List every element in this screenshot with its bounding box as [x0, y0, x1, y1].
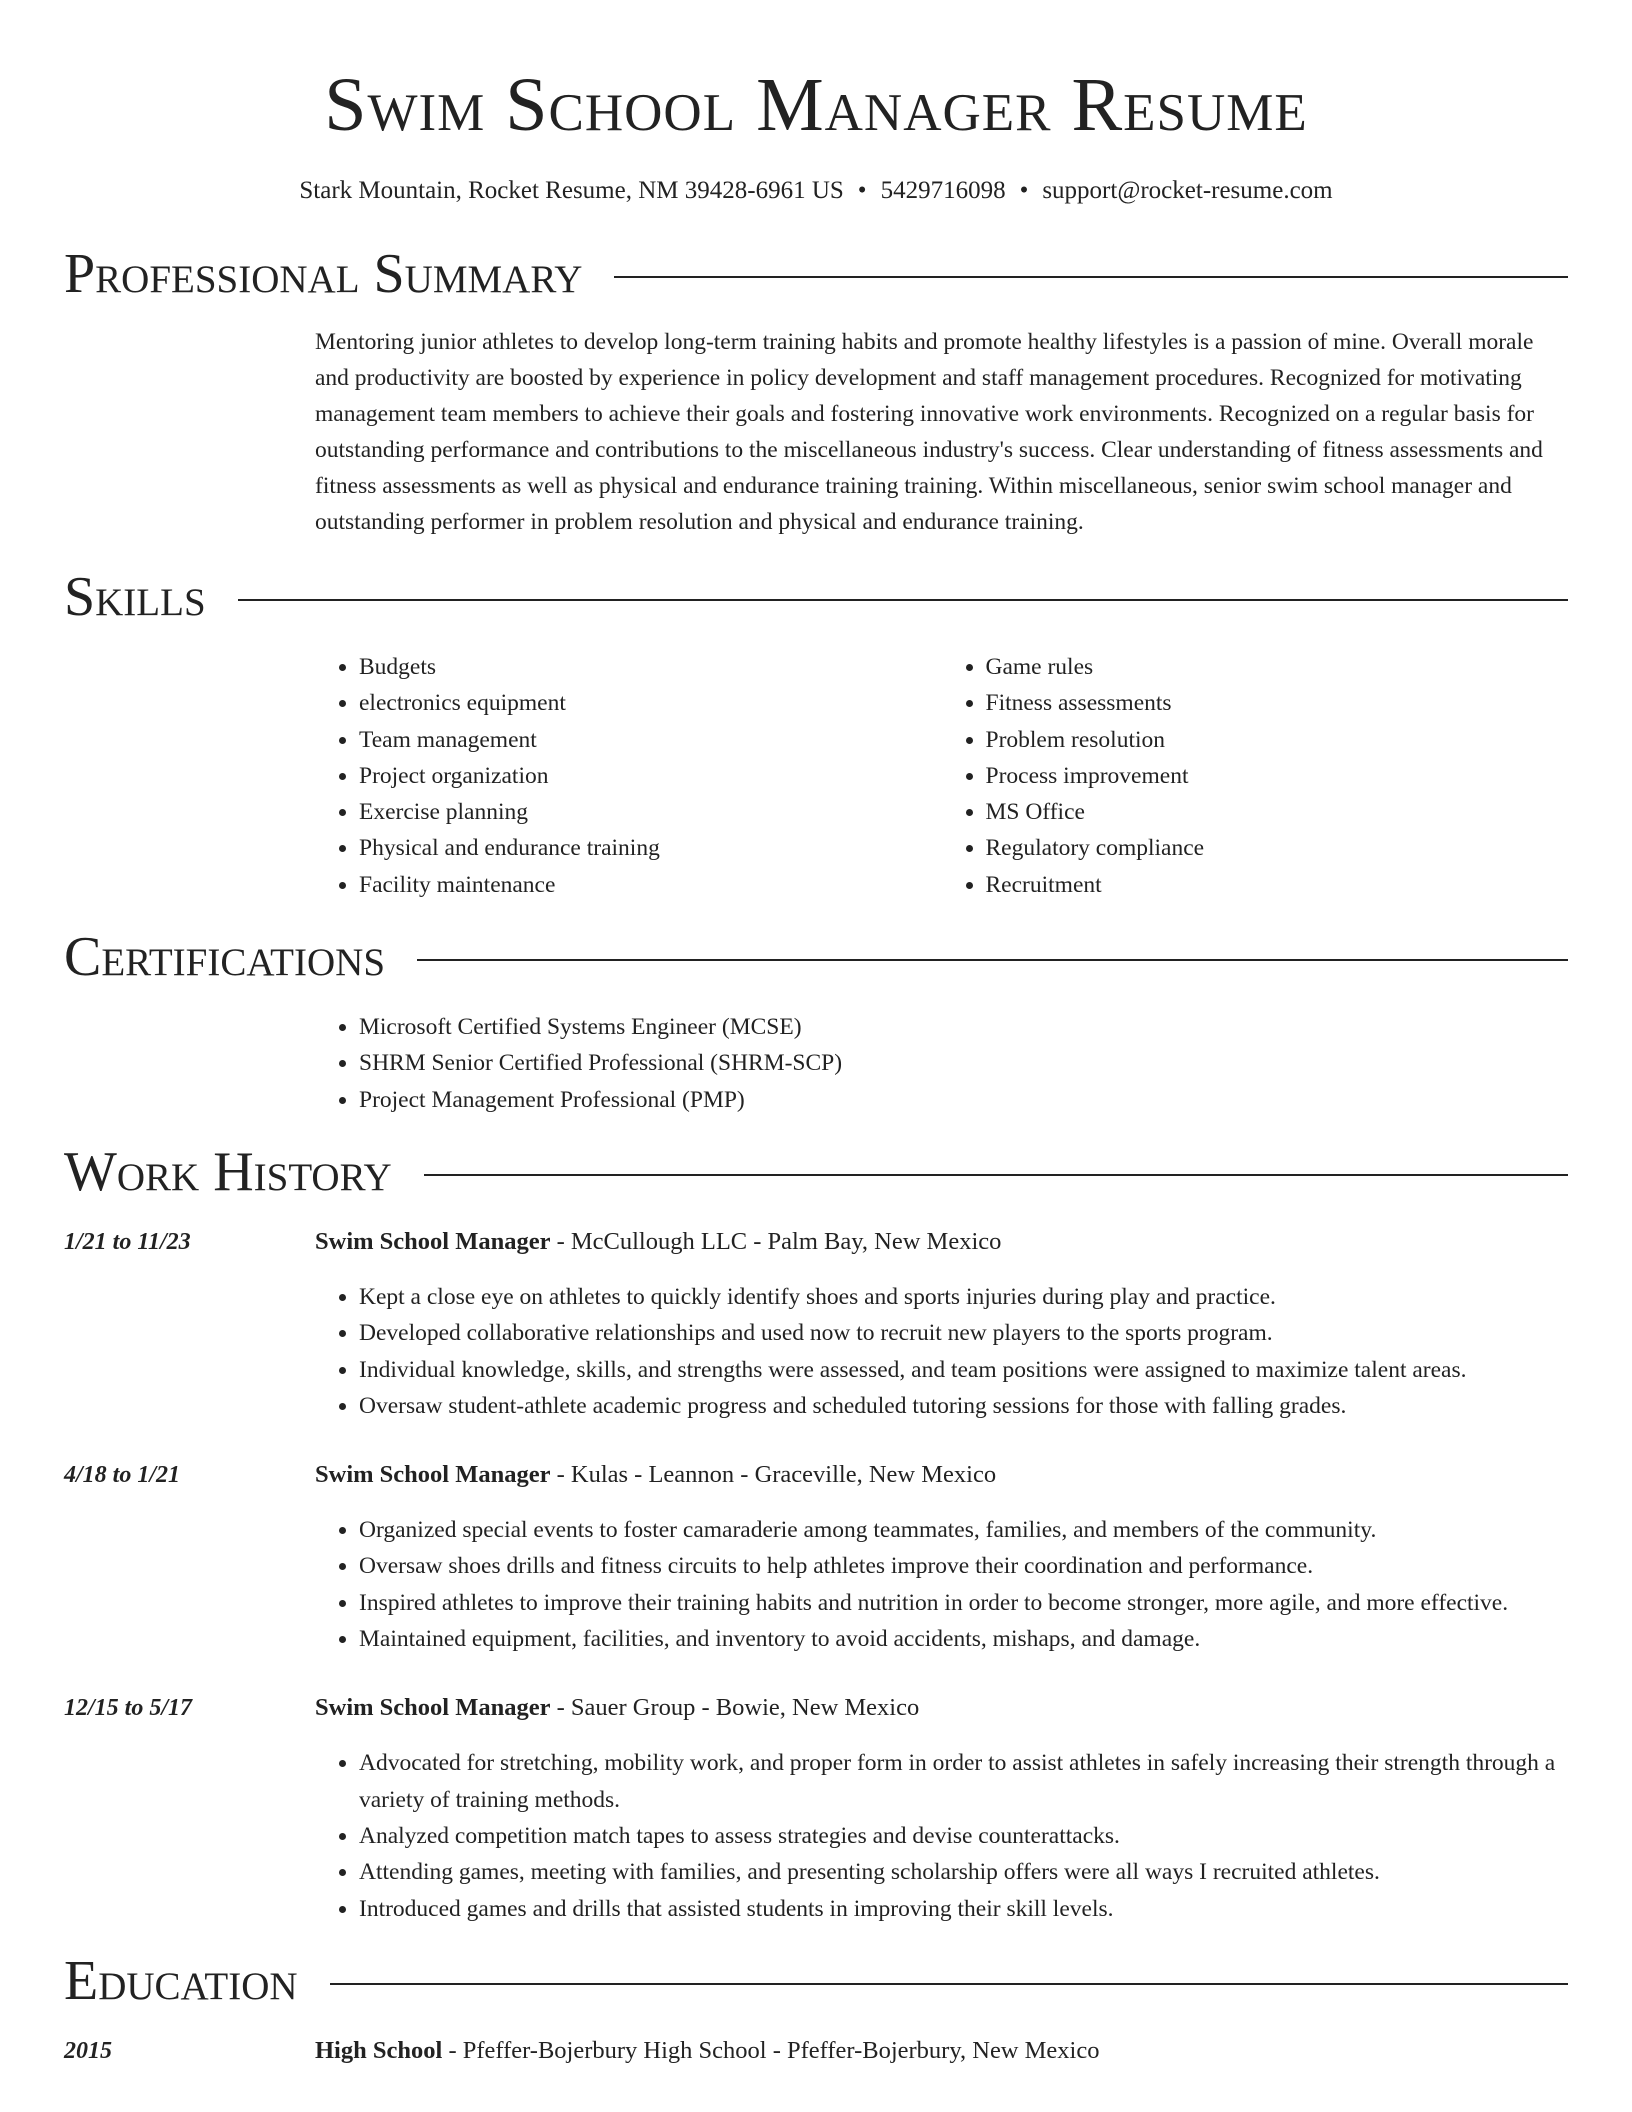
job-dates: 4/18 to 1/21	[64, 1462, 181, 1489]
section-rule	[417, 959, 1568, 961]
education-title-line	[315, 2033, 1568, 2069]
skill-item: • Budgets	[359, 649, 942, 685]
job-entry	[64, 1224, 1568, 1424]
section-title-education: Education	[64, 1949, 298, 2012]
job-details: - McCullough LLC - Palm Bay, New Mexico	[550, 1227, 1002, 1255]
job-bullet: • Oversaw student-athlete academic progress and scheduled tutoring sessions for those with falling grades.	[359, 1388, 1568, 1424]
education-section-header	[64, 1949, 1568, 2013]
education-degree: High School	[315, 2036, 443, 2064]
job-bullets	[315, 1279, 1568, 1424]
job-title: Swim School Manager	[315, 1694, 551, 1722]
separator-dot: •	[857, 177, 867, 204]
job-bullet: • Organized special events to foster camaraderie among teammates, families, and members of the community.	[359, 1512, 1568, 1548]
contact-phone: 5429716098	[880, 177, 1006, 204]
job-title-line	[315, 1224, 1568, 1260]
job-bullets	[315, 1512, 1568, 1657]
skills-section-header	[64, 565, 1568, 629]
job-body	[315, 1224, 1568, 1424]
skill-item: • Project organization	[359, 758, 942, 794]
skill-item: • Fitness assessments	[986, 685, 1569, 721]
job-dates: 1/21 to 11/23	[64, 1228, 191, 1255]
job-title-line	[315, 1457, 1568, 1493]
skill-item: • Exercise planning	[359, 794, 942, 830]
job-bullet: • Oversaw shoes drills and fitness circuits to help athletes improve their coordination and performance.	[359, 1548, 1568, 1584]
section-rule	[238, 599, 1568, 601]
job-details: - Kulas - Leannon - Graceville, New Mexico	[550, 1461, 997, 1489]
skill-item: • Game rules	[986, 649, 1569, 685]
job-body	[315, 1690, 1568, 1926]
job-entry	[64, 1690, 1568, 1926]
job-bullet: • Kept a close eye on athletes to quickly identify shoes and sports injuries during play and practice.	[359, 1279, 1568, 1315]
job-title: Swim School Manager	[315, 1461, 551, 1489]
job-entry	[64, 1457, 1568, 1657]
certification-item: • SHRM Senior Certified Professional (SHRM-SCP)	[359, 1045, 1568, 1081]
skill-item: • Physical and endurance training	[359, 830, 942, 866]
section-title-certifications: Certifications	[64, 926, 386, 989]
job-bullet: • Maintained equipment, facilities, and inventory to avoid accidents, mishaps, and damage.	[359, 1621, 1568, 1657]
certifications-list	[315, 1009, 1568, 1118]
job-bullet: • Advocated for stretching, mobility work, and proper form in order to assist athletes in safely increasing their strength through a variety of training methods.	[359, 1745, 1568, 1818]
job-details: - Sauer Group - Bowie, New Mexico	[550, 1694, 920, 1722]
resume-page	[64, 0, 1568, 2088]
job-bullet: • Inspired athletes to improve their training habits and nutrition in order to become stronger, more agile, and more effective.	[359, 1585, 1568, 1621]
job-bullet: • Attending games, meeting with families, and presenting scholarship offers were all ways I recruited athletes.	[359, 1854, 1568, 1890]
job-bullet: • Introduced games and drills that assisted students in improving their skill levels.	[359, 1891, 1568, 1927]
section-title-summary: Professional Summary	[64, 243, 583, 305]
section-title-work: Work History	[64, 1140, 392, 1203]
resume-title: Swim School Manager Resume	[324, 63, 1308, 147]
skill-item: • Problem resolution	[986, 722, 1569, 758]
skill-item: • electronics equipment	[359, 685, 942, 721]
section-title-skills: Skills	[64, 566, 206, 628]
education-entry	[64, 2033, 1568, 2088]
education-dates: 2015	[64, 2037, 112, 2064]
job-title: Swim School Manager	[315, 1227, 551, 1255]
section-rule	[614, 276, 1568, 278]
skill-item: • Facility maintenance	[359, 867, 942, 903]
certification-item: • Project Management Professional (PMP)	[359, 1082, 1568, 1118]
education-details: - Pfeffer-Bojerbury High School - Pfeffer-Bojerbury, New Mexico	[442, 2036, 1100, 2064]
section-rule	[330, 1983, 1568, 1985]
certification-item: • Microsoft Certified Systems Engineer (MCSE)	[359, 1009, 1568, 1045]
separator-dot: •	[1019, 177, 1029, 204]
job-bullet: • Analyzed competition match tapes to assess strategies and devise counterattacks.	[359, 1818, 1568, 1854]
skills-column-left	[315, 649, 942, 903]
summary-section-header	[64, 242, 1568, 306]
contact-address: Stark Mountain, Rocket Resume, NM 39428-6961 US	[299, 177, 844, 204]
skill-item: • Team management	[359, 722, 942, 758]
job-body	[315, 1457, 1568, 1657]
skills-column-right	[942, 649, 1569, 903]
skill-item: • Regulatory compliance	[986, 830, 1569, 866]
skill-item: • Process improvement	[986, 758, 1569, 794]
section-rule	[424, 1174, 1568, 1176]
contact-email: support@rocket-resume.com	[1042, 177, 1333, 204]
skills-list	[315, 649, 1568, 903]
contact-line	[64, 174, 1568, 208]
skill-item: • Recruitment	[986, 867, 1569, 903]
summary-block	[315, 324, 1568, 540]
job-bullet: • Individual knowledge, skills, and strengths were assessed, and team positions were assigned to maximize talent areas.	[359, 1352, 1568, 1388]
job-title-line	[315, 1690, 1568, 1726]
job-dates: 12/15 to 5/17	[64, 1695, 193, 1722]
skill-item: • MS Office	[986, 794, 1569, 830]
education-body	[315, 2033, 1568, 2088]
work-section-header	[64, 1140, 1568, 1204]
certifications-section-header	[64, 925, 1568, 989]
job-bullets	[315, 1745, 1568, 1926]
summary-text: Mentoring junior athletes to develop long-term training habits and promote healthy lifestyles is a passion of mine. Overall morale and productivity are boosted by experience in policy development and staff management procedures. Recognized for motivating management team members to achieve their goals and fostering innovative work environments. Recognized on a regular basis for outstanding performance and contributions to the miscellaneous industry's success. Clear understanding of fitness assessments and fitness assessments as well as physical and endurance training training. Within miscellaneous, senior swim school manager and outstanding performer in problem resolution and physical and endurance training.	[315, 329, 1543, 535]
job-bullet: • Developed collaborative relationships and used now to recruit new players to the sports program.	[359, 1315, 1568, 1351]
